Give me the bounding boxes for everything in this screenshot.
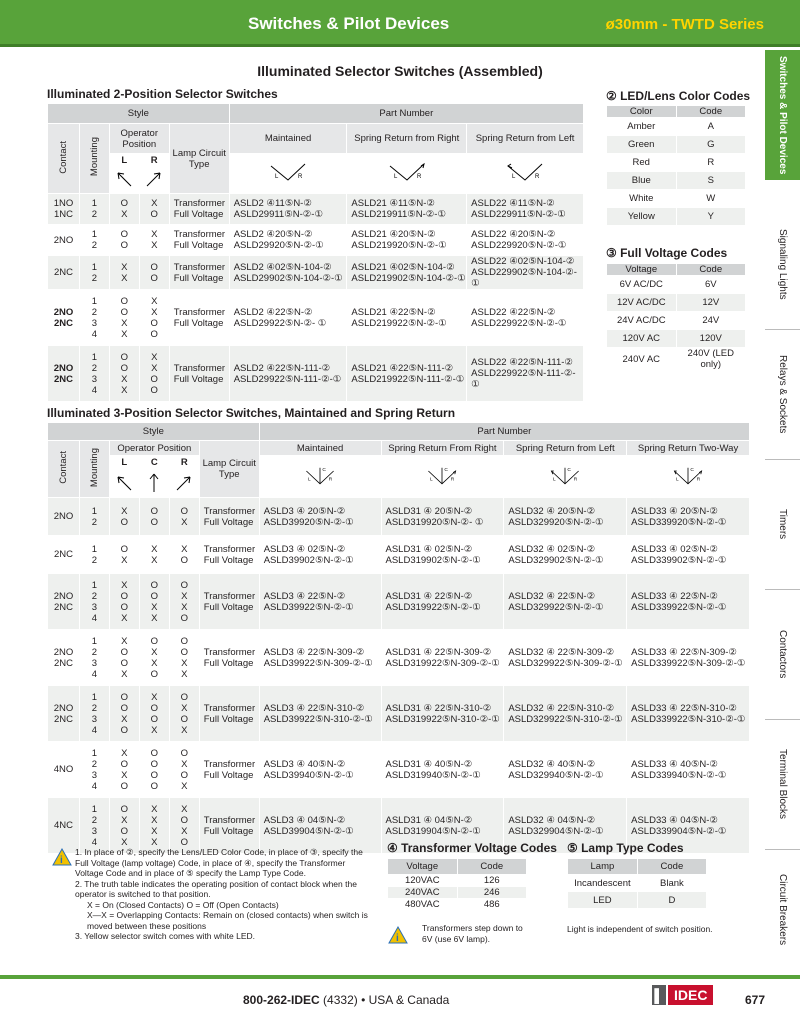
pos-l-cell: X O O X <box>109 630 139 686</box>
pos-l-cell: X O <box>109 498 139 536</box>
pos-c-cell: X X X X <box>139 798 169 854</box>
code-value-cell: 6V <box>676 276 745 294</box>
srt-part-cell: ASLD33 ④ 22⑤N-② ASLD339922⑤N-②-① <box>627 574 750 630</box>
srl-part-cell: ASLD32 ④ 22⑤N-309-② ASLD329922⑤N-309-②-① <box>504 630 627 686</box>
pos-r-label: R <box>139 154 169 168</box>
page-header <box>0 0 800 47</box>
srl-part-cell: ASLD32 ④ 20⑤N-② ASLD329920⑤N-②-① <box>504 498 627 536</box>
header-series: ø30mm - TWTD Series <box>605 16 764 33</box>
svg-text:L: L <box>430 477 434 483</box>
table-row <box>607 348 746 371</box>
lamp-cell: Transformer Full Voltage <box>199 686 259 742</box>
page-title: Illuminated Selector Switches (Assembled) <box>257 63 543 79</box>
pos-r-cell: X X <box>139 225 169 256</box>
srr-part-cell: ASLD31 ④ 22⑤N-309-② ASLD319922⑤N-309-②-① <box>381 630 504 686</box>
pos-c-cell: O X X O <box>139 630 169 686</box>
sidebar-tabs <box>765 50 800 975</box>
notes-block <box>75 847 375 942</box>
maintained-header: Maintained <box>229 124 347 154</box>
svg-text:R: R <box>535 174 540 180</box>
maintained-part-cell: ASLD2 ④11⑤N-② ASLD29911⑤N-②-① <box>229 194 347 225</box>
code-value-cell: S <box>676 172 745 190</box>
table-row <box>48 742 750 798</box>
mounting-cell: 1 2 <box>79 256 109 290</box>
code-value-cell: A <box>676 118 745 136</box>
srr-header-3: Spring Return From Right <box>381 441 504 456</box>
code-name-cell: Blue <box>607 172 677 190</box>
code-value-cell: 246 <box>457 887 526 899</box>
arrow-right-icon <box>143 168 165 190</box>
pos-r-label-3: R <box>169 456 199 470</box>
code-name-cell: 12V AC/DC <box>607 294 677 312</box>
code-value-cell: Y <box>676 208 745 226</box>
code-name-cell: 240V AC <box>607 348 677 371</box>
note-1: 1. In place of ②, specify the Lens/LED Color Code, in place of ③, specify the Full Voltage (lamp voltage) Code, in place of ④, specify the Transformer Voltage Code and in place of ⑤ specify the Lamp Type Code. <box>75 847 363 878</box>
sidebar-tab-timers[interactable]: Timers <box>765 460 800 590</box>
lamp-cell: Transformer Full Voltage <box>169 346 229 402</box>
led-codes-table <box>606 105 746 226</box>
srr-part-cell: ASLD31 ④ 40⑤N-② ASLD319940⑤N-②-① <box>381 742 504 798</box>
mounting-cell: 1 2 <box>79 498 109 536</box>
note-3: 3. Yellow selector switch comes with white LED. <box>75 931 255 941</box>
svg-text:C: C <box>322 468 326 473</box>
srr-header: Spring Return from Right <box>347 124 467 154</box>
code-name-cell: 6V AC/DC <box>607 276 677 294</box>
arrow-right-icon-3 <box>173 470 195 494</box>
spring-left3-symbol-icon <box>530 463 600 487</box>
table-row <box>48 346 584 402</box>
mounting-cell: 1 2 3 4 <box>79 798 109 854</box>
fv-codes-table <box>606 263 746 371</box>
pos-r-cell: O O <box>139 256 169 290</box>
maintained-part-cell: ASLD2 ④02⑤N-104-② ASLD29902⑤N-104-②-① <box>229 256 347 290</box>
part-number-header: Part Number <box>229 104 583 124</box>
pos-c-cell: O O X X <box>139 574 169 630</box>
code-value-cell: 24V <box>676 312 745 330</box>
svg-text:L: L <box>393 174 398 180</box>
mounting-cell: 1 2 3 4 <box>79 346 109 402</box>
tv-codes-title: ④ Transformer Voltage Codes <box>387 841 557 855</box>
lt-codes-title: ⑤ Lamp Type Codes <box>567 841 684 855</box>
srr-part-cell: ASLD21 ④11⑤N-② ASLD219911⑤N-②-① <box>347 194 467 225</box>
maint3-symbol-icon <box>285 463 355 487</box>
pos-l-cell: X X <box>109 256 139 290</box>
pos-r-cell: O X X O <box>169 574 199 630</box>
mounting-cell: 1 2 <box>79 194 109 225</box>
pos-r-cell: O X O X <box>169 742 199 798</box>
maintained-symbol-icon <box>253 160 323 184</box>
srr-part-cell: ASLD21 ④02⑤N-104-② ASLD219902⑤N-104-②-① <box>347 256 467 290</box>
mounting-cell: 1 2 3 4 <box>79 742 109 798</box>
contact-cell: 2NC <box>48 256 80 290</box>
lamp-cell: Transformer Full Voltage <box>169 225 229 256</box>
code-value-cell: 240V (LED only) <box>676 348 745 371</box>
fv-voltage-header: Voltage <box>607 264 677 276</box>
pos-l-cell: O X <box>109 536 139 574</box>
srl-part-cell: ASLD32 ④ 22⑤N-② ASLD329922⑤N-②-① <box>504 574 627 630</box>
table-row <box>48 498 750 536</box>
svg-text:L: L <box>275 174 279 180</box>
table-row <box>607 118 746 136</box>
table-row <box>607 312 746 330</box>
spring-right3-symbol-icon <box>407 463 477 487</box>
tv-codes-table <box>387 858 527 911</box>
pos-r-cell: O X <box>169 498 199 536</box>
lamp-header: Lamp Circuit Type <box>169 124 229 194</box>
arrow-left-icon <box>113 168 135 190</box>
idec-logo: ▌ IDEC <box>652 985 713 1005</box>
pos-r-cell: X O <box>139 194 169 225</box>
sidebar-tab-circuit-breakers[interactable]: Circuit Breakers <box>777 874 788 946</box>
srt-part-cell: ASLD33 ④ 20⑤N-② ASLD339920⑤N-②-① <box>627 498 750 536</box>
maintained-header-3: Maintained <box>259 441 381 456</box>
svg-text:R: R <box>416 174 422 180</box>
table-row <box>388 887 527 899</box>
pos-c-cell: X O O X <box>139 686 169 742</box>
maintained-part-cell: ASLD3 ④ 02⑤N-② ASLD39902⑤N-②-① <box>259 536 381 574</box>
svg-text:R: R <box>298 174 303 180</box>
spring-right-symbol-icon <box>372 160 442 184</box>
svg-text:L: L <box>512 174 516 180</box>
contact-cell: 2NO 2NC <box>48 290 80 346</box>
led-code-header: Code <box>676 106 745 118</box>
code-value-cell: W <box>676 190 745 208</box>
note-2b: X—X = Overlapping Contacts: Remain on (closed contacts) when switch is moved between these positions <box>87 910 368 931</box>
srt-part-cell: ASLD33 ④ 22⑤N-310-② ASLD339922⑤N-310-②-① <box>627 686 750 742</box>
contact-cell: 2NO 2NC <box>48 630 80 686</box>
code-name-cell: Yellow <box>607 208 677 226</box>
tv-voltage-header: Voltage <box>388 859 458 875</box>
svg-text:C: C <box>567 468 572 473</box>
sidebar-tab-switches[interactable]: Switches & Pilot Devices <box>765 50 800 180</box>
sidebar-tab-terminal-blocks[interactable]: Terminal Blocks <box>765 720 800 850</box>
maintained-part-cell: ASLD2 ④22⑤N-② ASLD29922⑤N-②- ① <box>229 290 347 346</box>
maintained-part-cell: ASLD3 ④ 22⑤N-② ASLD39922⑤N-②-① <box>259 574 381 630</box>
srt-part-cell: ASLD33 ④ 22⑤N-309-② ASLD339922⑤N-309-②-① <box>627 630 750 686</box>
pos-r-cell: X X O O <box>139 290 169 346</box>
lamp-cell: Transformer Full Voltage <box>169 194 229 225</box>
maintained-part-cell: ASLD3 ④ 22⑤N-309-② ASLD39922⑤N-309-②-① <box>259 630 381 686</box>
lt-note: Light is independent of switch position. <box>567 924 713 934</box>
contact-header-3: Contact <box>57 451 69 484</box>
maintained-part-cell: ASLD3 ④ 20⑤N-② ASLD39920⑤N-②-① <box>259 498 381 536</box>
contact-cell: 1NO 1NC <box>48 194 80 225</box>
code-name-cell: White <box>607 190 677 208</box>
srr-part-cell: ASLD21 ④22⑤N-② ASLD219922⑤N-②-① <box>347 290 467 346</box>
pos-c-label-3: C <box>139 456 169 470</box>
pos-l-label-3: L <box>109 456 139 470</box>
table-row <box>607 154 746 172</box>
led-codes-title: ② LED/Lens Color Codes <box>606 89 751 103</box>
srt-part-cell: ASLD33 ④ 40⑤N-② ASLD339940⑤N-②-① <box>627 742 750 798</box>
code-value-cell: 126 <box>457 875 526 887</box>
maintained-part-cell: ASLD3 ④ 22⑤N-310-② ASLD39922⑤N-310-②-① <box>259 686 381 742</box>
svg-text:R: R <box>451 477 455 483</box>
table-row <box>607 190 746 208</box>
srt-part-cell: ASLD33 ④ 02⑤N-② ASLD339902⑤N-②-① <box>627 536 750 574</box>
table-row <box>48 686 750 742</box>
srl-header-3: Spring Return from Left <box>504 441 627 456</box>
table-row <box>48 194 584 225</box>
svg-text:L: L <box>553 477 556 483</box>
srl-part-cell: ASLD32 ④ 02⑤N-② ASLD329902⑤N-②-① <box>504 536 627 574</box>
code-name-cell: 120V AC <box>607 330 677 348</box>
contact-cell: 2NO 2NC <box>48 574 80 630</box>
pos-r-cell: X O X O <box>169 798 199 854</box>
contact-cell: 4NO <box>48 742 80 798</box>
maintained-part-cell: ASLD2 ④22⑤N-111-② ASLD29922⑤N-111-②-① <box>229 346 347 402</box>
maintained-part-cell: ASLD3 ④ 40⑤N-② ASLD39940⑤N-②-① <box>259 742 381 798</box>
srl-part-cell: ASLD22 ④22⑤N-111-② ASLD229922⑤N-111-②-① <box>467 346 584 402</box>
header-title: Switches & Pilot Devices <box>248 14 450 33</box>
pos-l-cell: X O O X <box>109 574 139 630</box>
srl-part-cell: ASLD22 ④02⑤N-104-② ASLD229902⑤N-104-②-① <box>467 256 584 290</box>
code-name-cell: 120VAC <box>388 875 458 887</box>
svg-text:R: R <box>696 477 701 483</box>
tv-note: Transformers step down to 6V (use 6V lamp). <box>422 923 523 944</box>
table-row <box>607 208 746 226</box>
pos-c-cell: X X <box>139 536 169 574</box>
srl-part-cell: ASLD22 ④20⑤N-② ASLD229920⑤N-②-① <box>467 225 584 256</box>
lamp-cell: Transformer Full Voltage <box>169 290 229 346</box>
srr-part-cell: ASLD31 ④ 22⑤N-② ASLD319922⑤N-②-① <box>381 574 504 630</box>
spring-left-symbol-icon <box>490 160 560 184</box>
pos-r-cell: X X O O <box>139 346 169 402</box>
table-row <box>48 290 584 346</box>
code-name-cell: Amber <box>607 118 677 136</box>
svg-text:R: R <box>328 477 333 483</box>
table-row <box>607 136 746 154</box>
mounting-cell: 1 2 3 4 <box>79 630 109 686</box>
two-pos-title: Illuminated 2-Position Selector Switches <box>47 87 278 101</box>
lt-codes-table <box>567 858 707 909</box>
svg-text:i: i <box>396 933 399 944</box>
pos-r-cell: O O X X <box>169 630 199 686</box>
table-row <box>607 276 746 294</box>
lamp-cell: Transformer Full Voltage <box>199 536 259 574</box>
contact-header: Contact <box>57 140 69 174</box>
code-value-cell: 486 <box>457 899 526 911</box>
table-row <box>607 330 746 348</box>
sidebar-tab-signaling[interactable]: Signaling Lights <box>765 200 800 330</box>
sidebar-tab-contactors[interactable]: Contactors <box>765 590 800 720</box>
lamp-cell: Transformer Full Voltage <box>169 256 229 290</box>
srr-part-cell: ASLD21 ④20⑤N-② ASLD219920⑤N-②-① <box>347 225 467 256</box>
srr-part-cell: ASLD31 ④ 04⑤N-② ASLD319904⑤N-②-① <box>381 798 504 854</box>
code-value-cell: G <box>676 136 745 154</box>
table-row <box>48 256 584 290</box>
lamp-cell: Transformer Full Voltage <box>199 630 259 686</box>
lt-code-header: Code <box>637 859 706 875</box>
page-number: 677 <box>745 993 766 1007</box>
mounting-header: Mounting <box>88 137 100 177</box>
svg-text:L: L <box>676 477 679 483</box>
sidebar-tab-relays[interactable]: Relays & Sockets <box>765 330 800 460</box>
lt-lamp-header: Lamp <box>568 859 638 875</box>
contact-cell: 2NO <box>48 498 80 536</box>
code-name-cell: 480VAC <box>388 899 458 911</box>
lamp-cell: Transformer Full Voltage <box>199 498 259 536</box>
fv-code-header: Code <box>676 264 745 276</box>
mounting-header-3: Mounting <box>88 447 100 488</box>
pos-l-cell: O X <box>109 194 139 225</box>
info-icon-2 <box>388 926 408 944</box>
srt-header-3: Spring Return Two-Way <box>627 441 750 456</box>
pos-c-cell: O O O O <box>139 742 169 798</box>
arrow-left-icon-3 <box>113 470 135 494</box>
table-row <box>568 892 707 909</box>
contact-cell: 2NC <box>48 536 80 574</box>
note-2: 2. The truth table indicates the operating position of contact block when the operator is switched to that position. <box>75 878 357 899</box>
spring-twoway3-symbol-icon <box>653 463 723 487</box>
operator-header: Operator Position <box>109 124 169 154</box>
led-color-header: Color <box>607 106 677 118</box>
lamp-cell: Transformer Full Voltage <box>199 574 259 630</box>
arrow-up-icon-3 <box>143 470 165 494</box>
srr-part-cell: ASLD31 ④ 20⑤N-② ASLD319920⑤N-②- ① <box>381 498 504 536</box>
pos-l-cell: O O <box>109 225 139 256</box>
code-name-cell: 240VAC <box>388 887 458 899</box>
table-row <box>48 574 750 630</box>
mounting-cell: 1 2 3 4 <box>79 686 109 742</box>
pos-r-cell: O X O X <box>169 686 199 742</box>
info-icon <box>52 848 72 866</box>
code-value-cell: D <box>637 892 706 909</box>
srr-part-cell: ASLD31 ④ 22⑤N-310-② ASLD319922⑤N-310-②-① <box>381 686 504 742</box>
code-value-cell: R <box>676 154 745 172</box>
note-2a: X = On (Closed Contacts) O = Off (Open Contacts) <box>87 899 279 910</box>
table-row <box>388 899 527 911</box>
pos-l-cell: O O X O <box>109 686 139 742</box>
maintained-part-cell: ASLD2 ④20⑤N-② ASLD29920⑤N-②-① <box>229 225 347 256</box>
fv-codes-title: ③ Full Voltage Codes <box>606 246 728 260</box>
pos-r-cell: X O <box>169 536 199 574</box>
code-name-cell: LED <box>568 892 638 909</box>
svg-text:i: i <box>60 855 63 866</box>
code-name-cell: Incandescent <box>568 875 638 892</box>
table-row <box>48 630 750 686</box>
mounting-cell: 1 2 <box>79 225 109 256</box>
srl-part-cell: ASLD32 ④ 40⑤N-② ASLD329940⑤N-②-① <box>504 742 627 798</box>
svg-text:C: C <box>690 468 694 473</box>
table-row <box>48 225 584 256</box>
mounting-cell: 1 2 3 4 <box>79 574 109 630</box>
contact-cell: 2NO 2NC <box>48 686 80 742</box>
pos-l-cell: X O X O <box>109 742 139 798</box>
style-header: Style <box>48 104 230 124</box>
pos-l-cell: O O X X <box>109 290 139 346</box>
table-row <box>48 536 750 574</box>
srt-part-cell: ASLD33 ④ 04⑤N-② ASLD339904⑤N-②-① <box>627 798 750 854</box>
mounting-cell: 1 2 3 4 <box>79 290 109 346</box>
code-name-cell: Red <box>607 154 677 172</box>
style-header-3: Style <box>48 423 260 441</box>
lamp-cell: Transformer Full Voltage <box>199 798 259 854</box>
table-row <box>607 172 746 190</box>
tv-code-header: Code <box>457 859 526 875</box>
code-value-cell: Blank <box>637 875 706 892</box>
code-value-cell: 120V <box>676 330 745 348</box>
contact-cell: 2NO 2NC <box>48 346 80 402</box>
three-pos-title: Illuminated 3-Position Selector Switches, Maintained and Spring Return <box>47 406 456 420</box>
phone-number: 800-262-IDEC (4332) • USA & Canada <box>243 993 450 1007</box>
pos-c-cell: O O <box>139 498 169 536</box>
srl-header: Spring Return from Left <box>467 124 584 154</box>
srl-part-cell: ASLD22 ④22⑤N-② ASLD229922⑤N-②-① <box>467 290 584 346</box>
srr-part-cell: ASLD21 ④22⑤N-111-② ASLD219922⑤N-111-②-① <box>347 346 467 402</box>
lamp-header-3: Lamp Circuit Type <box>199 441 259 498</box>
contact-cell: 2NO <box>48 225 80 256</box>
code-name-cell: Green <box>607 136 677 154</box>
srl-part-cell: ASLD32 ④ 22⑤N-310-② ASLD329922⑤N-310-②-① <box>504 686 627 742</box>
srl-part-cell: ASLD22 ④11⑤N-② ASLD229911⑤N-②-① <box>467 194 584 225</box>
mounting-cell: 1 2 <box>79 536 109 574</box>
srl-part-cell: ASLD32 ④ 04⑤N-② ASLD329904⑤N-②-① <box>504 798 627 854</box>
three-pos-table <box>47 422 750 854</box>
srr-part-cell: ASLD31 ④ 02⑤N-② ASLD319902⑤N-②-① <box>381 536 504 574</box>
table-row <box>607 294 746 312</box>
lamp-cell: Transformer Full Voltage <box>199 742 259 798</box>
svg-text:C: C <box>444 468 449 473</box>
svg-text:L: L <box>308 477 311 483</box>
footer-bar <box>0 975 800 979</box>
two-pos-table <box>47 103 584 402</box>
maintained-part-cell: ASLD3 ④ 04⑤N-② ASLD39904⑤N-②-① <box>259 798 381 854</box>
code-name-cell: 24V AC/DC <box>607 312 677 330</box>
table-row <box>568 875 707 892</box>
table-row <box>388 875 527 887</box>
operator-header-3: Operator Position <box>109 441 199 456</box>
pos-l-cell: O O X X <box>109 346 139 402</box>
pos-l-cell: O X O X <box>109 798 139 854</box>
part-number-header-3: Part Number <box>259 423 749 441</box>
svg-text:R: R <box>574 477 578 483</box>
pos-l-label: L <box>109 154 139 168</box>
contact-cell: 4NC <box>48 798 80 854</box>
code-value-cell: 12V <box>676 294 745 312</box>
